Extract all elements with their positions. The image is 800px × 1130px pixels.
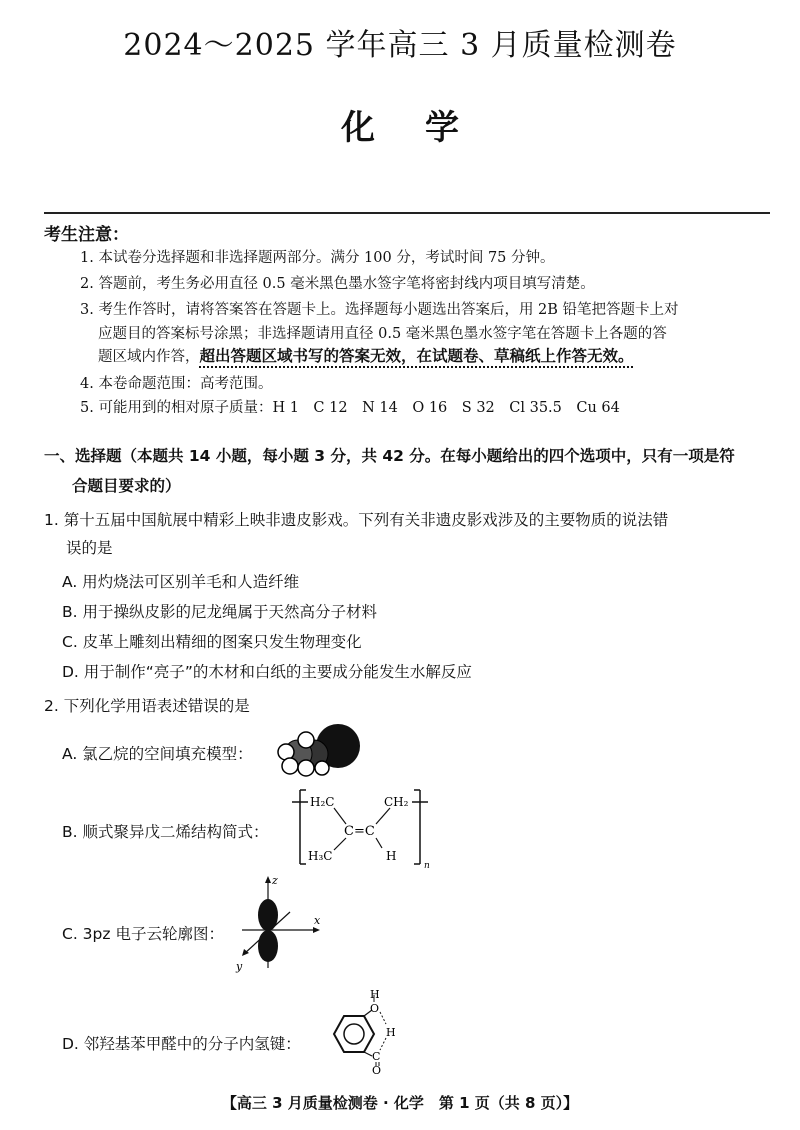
cis-polyisoprene-structure [282,788,442,870]
q2-stem: 2. 下列化学用语表述错误的是 [44,697,250,715]
o-hydroxybenzaldehyde-structure [318,990,418,1074]
q2-option-b: B. 顺式聚异戊二烯结构简式： [62,823,269,841]
axis-y-label: y [236,960,243,973]
page-title: 2024～2025 学年高三 3 月质量检测卷 [123,28,677,63]
label-n: n [424,861,430,870]
label-h2c: H₂C [310,795,335,809]
section-heading-cont: 合题目要求的） [72,477,181,495]
page-footer: 【高三 3 月质量检测卷 · 化学 第 1 页（共 8 页）】 [221,1094,579,1112]
notice-warning: 超出答题区域书写的答案无效，在试题卷、草稿纸上作答无效。 [199,347,634,365]
notice-item-3-tail: 题区域内作答， [98,349,200,365]
notice-item-3-cont: 应题目的答案标号涂黑；非选择题请用直径 0.5 毫米黑色墨水签字笔在答题卡上各题的答 [98,326,667,342]
q2-option-c: C. 3pz 电子云轮廓图： [62,925,224,943]
q2-option-d: D. 邻羟基苯甲醛中的分子内氢键： [62,1035,301,1053]
subject-title: 化学 [341,108,509,148]
axis-z-label: z [272,874,278,887]
header-rule [44,212,770,214]
notice-heading: 考生注意： [44,225,129,245]
section-heading: 一、选择题（本题共 14 小题，每小题 3 分，共 42 分。在每小题给出的四个选项中，只有一项是符 [44,447,735,465]
label-c-double-c: C=C [344,824,375,839]
q1-option-b: B. 用于操纵皮影的尼龙绳属于天然高分子材料 [62,603,377,621]
notice-item-4: 4. 本卷命题范围：高考范围。 [80,376,273,392]
label-h3c: H₃C [308,849,333,863]
chloroethane-space-filling-model [268,718,364,782]
q2-option-a: A. 氯乙烷的空间填充模型： [62,745,253,763]
q1-stem: 1. 第十五届中国航展中精彩上映非遗皮影戏。下列有关非遗皮影戏涉及的主要物质的说法错 [44,511,669,529]
notice-item-5: 5. 可能用到的相对原子质量：H 1 C 12 N 14 O 16 S 32 Cl 35.5 Cu 64 [80,400,620,416]
label-h-right: H [386,1026,396,1039]
notice-item-3: 3. 考生作答时，请将答案答在答题卡上。选择题每小题选出答案后，用 2B 铅笔把答题卡上对 [80,302,679,318]
3pz-orbital-diagram [228,872,328,976]
label-h: H [386,849,397,863]
notice-item-2: 2. 答题前，考生务必用直径 0.5 毫米黑色墨水签字笔将密封线内项目填写清楚。 [80,276,595,292]
label-o-top: O [370,1002,380,1015]
label-c: C [372,1050,381,1063]
label-ch2: CH₂ [384,795,409,809]
q1-stem-cont: 误的是 [66,539,113,557]
q1-option-c: C. 皮革上雕刻出精细的图案只发生物理变化 [62,633,362,651]
label-o-bottom: O [372,1064,382,1074]
q1-option-a: A. 用灼烧法可区别羊毛和人造纤维 [62,573,300,591]
q1-option-d: D. 用于制作“亮子”的木材和白纸的主要成分能发生水解反应 [62,663,472,681]
notice-item-3-end [98,344,634,366]
axis-x-label: x [314,914,321,927]
label-h-top: H [370,990,380,1001]
notice-item-1: 1. 本试卷分选择题和非选择题两部分。满分 100 分，考试时间 75 分钟。 [80,250,555,266]
